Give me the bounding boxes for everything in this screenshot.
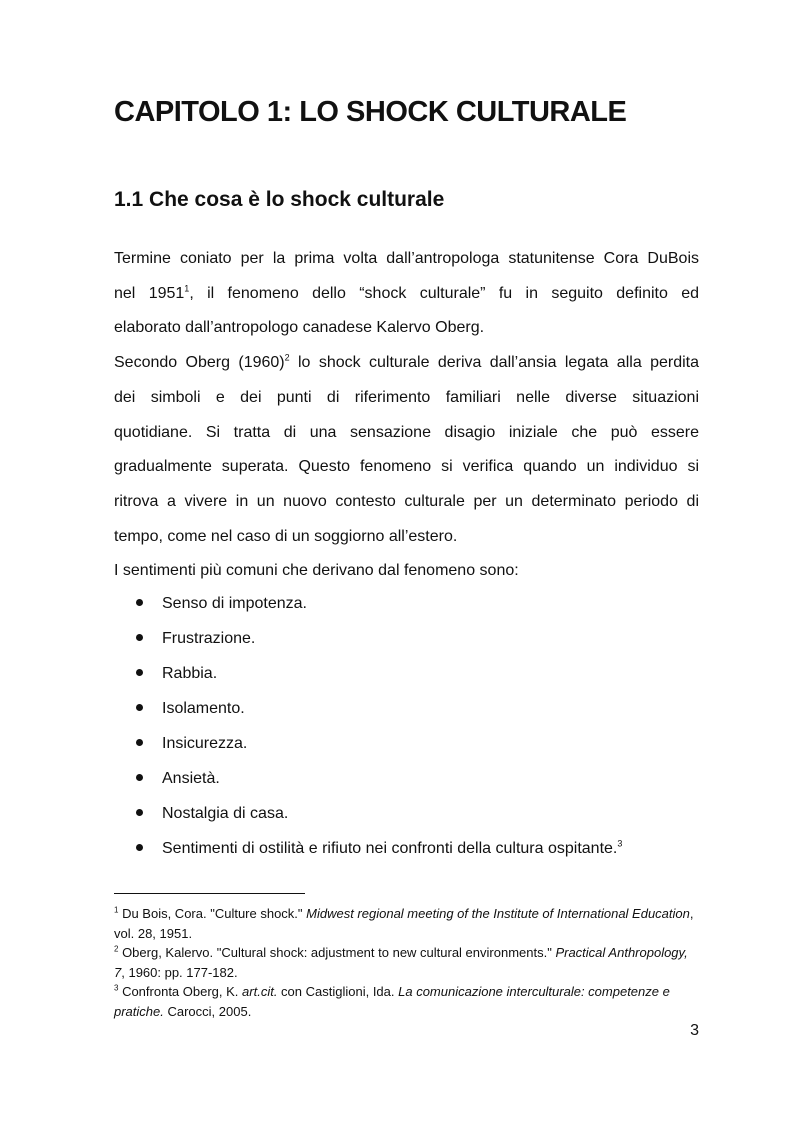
paragraph-2-line-4: gradualmente superata. Questo fenomeno si verifica quando un individuo si xyxy=(114,458,699,476)
list-item: Rabbia. xyxy=(134,656,622,691)
chapter-title: CAPITOLO 1: LO SHOCK CULTURALE xyxy=(114,96,627,128)
paragraph-1-line-1: Termine coniato per la prima volta dall’antropologa statunitense Cora DuBois xyxy=(114,250,699,267)
footnote-2: $^2$ Oberg, Kalervo. "Cultural shock: adjustment to new cultural environments." Practical Anthropology, 7, 1960: pp. 177-182. xyxy=(114,944,688,980)
paragraph-1-line-2a: nel 1951 xyxy=(114,284,185,302)
body-text xyxy=(114,242,699,589)
list-item: Nostalgia di casa. xyxy=(134,796,622,831)
footnote-3: $^3$ Confronta Oberg, K. art.cit. con Castiglioni, Ida. La comunicazione interculturale: competenze e pratiche. Carocci, 2005. xyxy=(114,983,670,1019)
list-item: Ansietà. xyxy=(134,761,622,796)
paragraph-2-line-6: tempo, come nel caso di un soggiorno all’estero. xyxy=(114,527,458,545)
bullet-icon xyxy=(136,704,143,711)
bullet-icon xyxy=(136,809,143,816)
bullet-icon xyxy=(136,739,143,746)
paragraph-1-line-2b: , il fenomeno dello “shock culturale” fu in seguito definito ed xyxy=(189,284,700,302)
footnote-ref-2[interactable]: 2 xyxy=(284,352,290,363)
footnote-number: 3 xyxy=(114,983,119,993)
paragraph-2 xyxy=(114,346,699,554)
bullet-icon xyxy=(136,634,143,641)
feelings-list xyxy=(134,586,622,866)
paragraph-2-line-1b: lo shock culturale deriva dall’ansia legata alla perdita xyxy=(289,354,700,372)
bullet-icon xyxy=(136,599,143,606)
list-item: Frustrazione. xyxy=(134,621,622,656)
bullet-icon xyxy=(136,669,143,676)
footnotes xyxy=(114,904,699,1021)
footnote-divider xyxy=(114,893,305,894)
page-number: 3 xyxy=(690,1022,699,1039)
list-item: Isolamento. xyxy=(134,691,622,726)
footnote-ref-1[interactable]: 1 xyxy=(184,283,190,294)
footnote-number: 1 xyxy=(114,905,119,915)
document-page xyxy=(114,0,699,1123)
footnote-number: 2 xyxy=(114,944,119,954)
paragraph-2-line-1 xyxy=(114,346,699,381)
paragraph-2-line-2: dei simboli e dei punti di riferimento familiari nelle diverse situazioni xyxy=(114,388,699,406)
list-item: Sentimenti di ostilità e rifiuto nei confronti della cultura ospitante.$^3$ xyxy=(134,831,622,866)
bullet-icon xyxy=(136,844,143,851)
paragraph-3 xyxy=(114,554,699,589)
paragraph-1 xyxy=(114,242,699,346)
paragraph-1-line-3: elaborato dall’antropologo canadese Kalervo Oberg. xyxy=(114,319,485,337)
list-item: Insicurezza. xyxy=(134,726,622,761)
paragraph-2-line-3: quotidiane. Si tratta di una sensazione disagio iniziale che può essere xyxy=(114,423,699,441)
paragraph-2-line-5: ritrova a vivere in un nuovo contesto culturale per un determinato periodo di xyxy=(114,492,699,510)
bullet-icon xyxy=(136,774,143,781)
paragraph-3-line-1: I sentimenti più comuni che derivano dal fenomeno sono: xyxy=(114,562,519,580)
section-title: 1.1 Che cosa è lo shock culturale xyxy=(114,188,445,211)
list-item: Senso di impotenza. xyxy=(134,586,622,621)
paragraph-1-line-2 xyxy=(114,277,699,312)
footnote-1: $^1$ Du Bois, Cora. "Culture shock." Midwest regional meeting of the Institute of International Education, vol. 28, 1951. xyxy=(114,905,694,941)
paragraph-2-line-1a: Secondo Oberg (1960) xyxy=(114,354,285,372)
footnote-ref-3[interactable]: 3 xyxy=(617,838,623,849)
